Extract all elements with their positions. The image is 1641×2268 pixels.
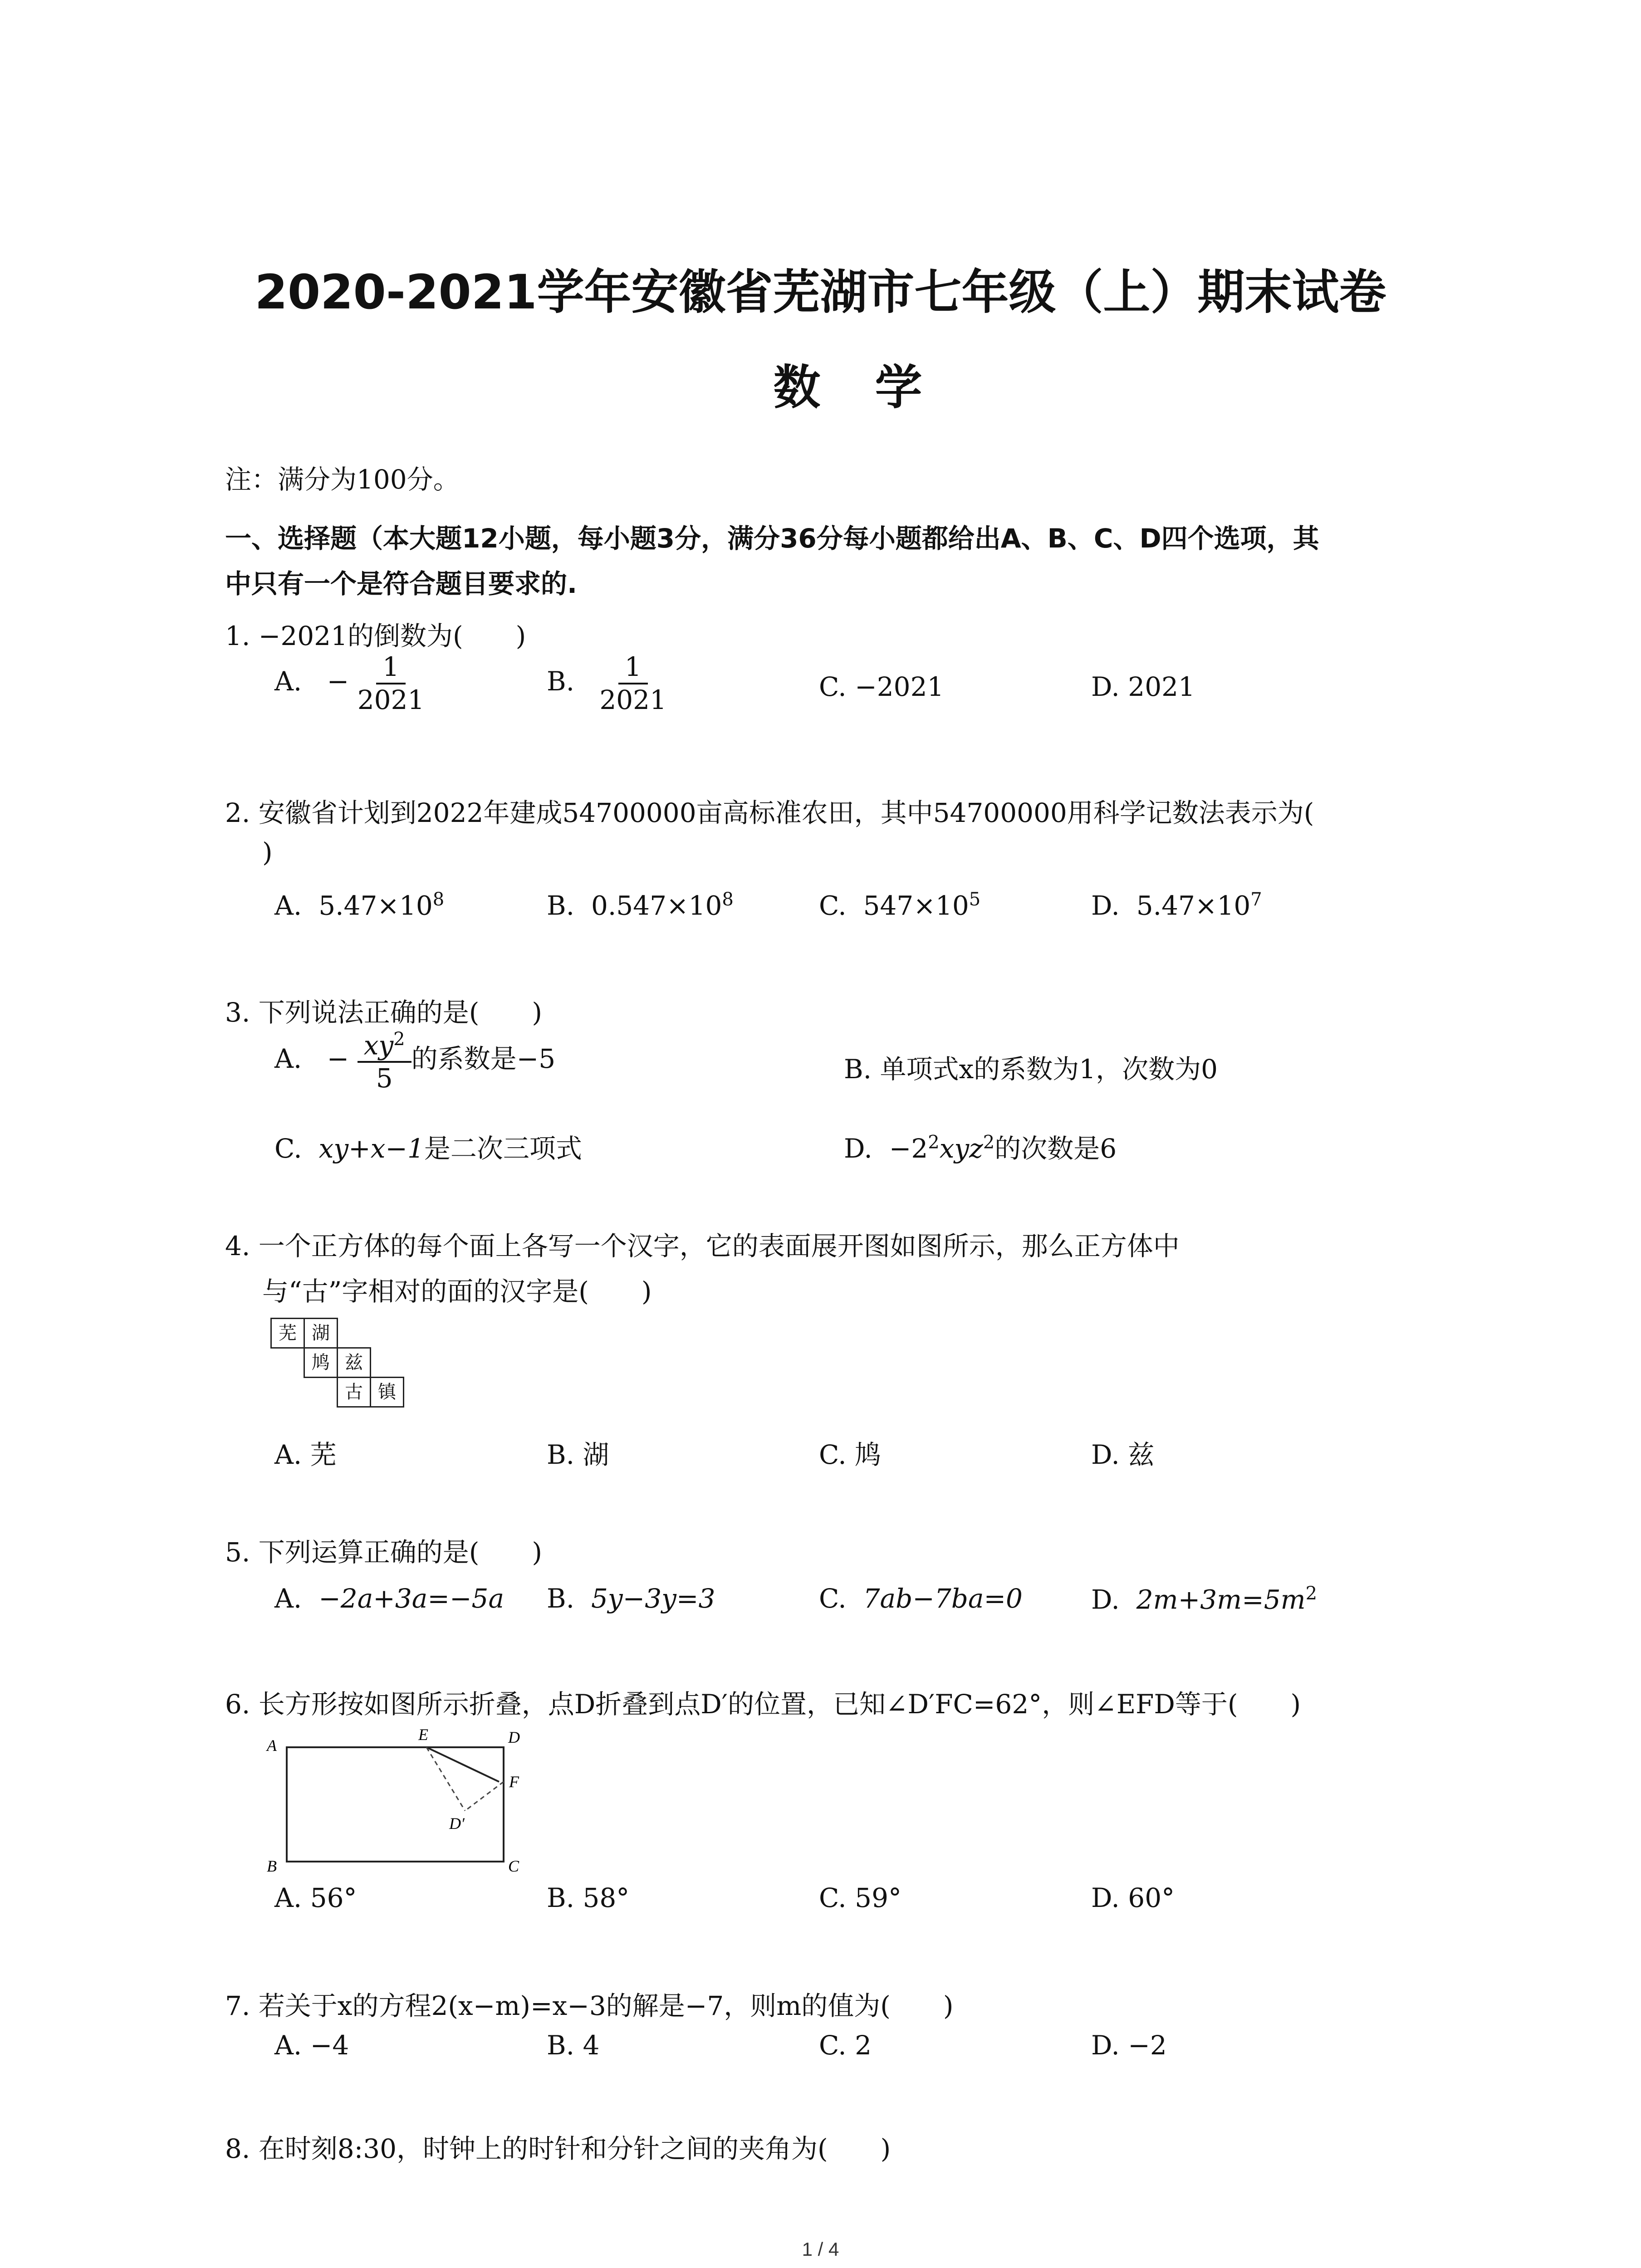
- q2-stem-line1: 2. 安徽省计划到2022年建成54700000亩高标准农田，其中54700000用科学记数法表示为(: [225, 797, 1314, 828]
- q2-d-exponent: 7: [1250, 889, 1262, 910]
- net-cell-5: 古: [337, 1377, 371, 1408]
- q3-c-label: C.: [274, 1133, 302, 1164]
- q3-option-b: B. 单项式x的系数为1，次数为0: [844, 1054, 1218, 1085]
- q6-option-a: A. 56°: [274, 1882, 357, 1913]
- net-cell-4: 兹: [337, 1347, 371, 1378]
- q1-b-denominator: 2021: [599, 684, 666, 715]
- q7-option-c: C. 2: [819, 2030, 872, 2061]
- q1-stem: 1. −2021的倒数为( ): [225, 621, 526, 651]
- q5-a-label: A.: [274, 1583, 302, 1614]
- net-cell-2: 湖: [304, 1318, 338, 1349]
- q3-d-pre: −2: [889, 1133, 928, 1164]
- q5-b-label: B.: [547, 1583, 575, 1614]
- page-number: 1 / 4: [802, 2239, 839, 2260]
- q5-option-b: [547, 1583, 715, 1614]
- q2-b-exponent: 8: [722, 889, 734, 910]
- q3-option-d: [844, 1127, 1117, 1165]
- q2-option-b: [547, 889, 734, 921]
- q3-c-tail: 是二次三项式: [424, 1133, 582, 1164]
- q3-a-denominator: 5: [376, 1063, 393, 1094]
- q3-d-exp1: 2: [928, 1132, 940, 1153]
- q3-a-sign: −: [327, 1043, 349, 1075]
- q2-option-c: [819, 889, 980, 921]
- q3-a-num-exp: 2: [393, 1029, 405, 1050]
- q1-a-denominator: 2021: [357, 684, 425, 715]
- label-b: B: [267, 1857, 277, 1875]
- exam-subtitle: 数学: [773, 360, 977, 415]
- q3-option-a: [274, 1030, 555, 1092]
- q3-a-num-var: xy: [363, 1030, 394, 1061]
- q1-option-b: [547, 653, 666, 714]
- q5-stem: 5. 下列运算正确的是( ): [225, 1537, 543, 1568]
- net-cell-3: 鸠: [304, 1347, 338, 1378]
- q6-option-c: C. 59°: [819, 1882, 901, 1913]
- q7-option-d: D. −2: [1091, 2030, 1167, 2061]
- q4-option-a: A. 芜: [274, 1439, 337, 1470]
- q3-stem: 3. 下列说法正确的是( ): [225, 997, 543, 1028]
- fold-rectangle-figure: [259, 1719, 540, 1882]
- q4-option-c: C. 鸠: [819, 1439, 882, 1470]
- q7-option-a: A. −4: [274, 2030, 349, 2061]
- q2-option-a: [274, 889, 444, 921]
- q5-option-a: [274, 1583, 504, 1614]
- q1-b-numerator: 1: [618, 653, 648, 684]
- q5-a-expr: −2a+3a=−5a: [318, 1583, 505, 1614]
- rectangle-abcd: [287, 1747, 504, 1862]
- exam-title: 2020-2021学年安徽省芜湖市七年级（上）期末试卷: [255, 264, 1386, 320]
- q8-stem: 8. 在时刻8:30，时钟上的时针和分针之间的夹角为( ): [225, 2133, 891, 2164]
- q2-a-exponent: 8: [432, 889, 445, 910]
- q7-stem: 7. 若关于x的方程2(x−m)=x−3的解是−7，则m的值为( ): [225, 1990, 954, 2021]
- net-cell-1: 芜: [270, 1318, 305, 1349]
- q2-stem-line2: ): [262, 837, 273, 868]
- label-c: C: [508, 1857, 519, 1875]
- q3-d-tail: 的次数是6: [994, 1133, 1117, 1164]
- q1-b-label: B.: [547, 665, 575, 697]
- q5-b-expr: 5y−3y=3: [591, 1583, 715, 1614]
- q1-b-fraction: [599, 653, 666, 714]
- q6-option-b: B. 58°: [547, 1882, 630, 1913]
- q3-a-label: A.: [274, 1043, 302, 1075]
- q4-option-b: B. 湖: [547, 1439, 609, 1470]
- q3-a-fraction: [358, 1030, 411, 1092]
- q2-b-label: B.: [547, 890, 575, 921]
- score-note: 注：满分为100分。: [225, 464, 460, 495]
- q2-a-label: A.: [274, 890, 302, 921]
- q2-d-base: 5.47×10: [1136, 890, 1251, 921]
- q5-c-expr: 7ab−7ba=0: [863, 1583, 1023, 1614]
- q3-a-tail: 的系数是−5: [411, 1043, 556, 1075]
- q5-d-exponent: 2: [1305, 1583, 1318, 1604]
- label-a: A: [267, 1736, 277, 1755]
- label-e: E: [418, 1725, 428, 1744]
- q3-option-c: [274, 1127, 582, 1165]
- dashed-fd-prime: [465, 1782, 504, 1811]
- q2-option-d: [1091, 889, 1262, 921]
- q2-d-label: D.: [1091, 890, 1120, 921]
- q2-c-label: C.: [819, 890, 847, 921]
- q1-option-d: D. 2021: [1091, 671, 1195, 702]
- label-d: D: [508, 1728, 520, 1746]
- q1-option-a: [274, 653, 424, 714]
- label-d-prime: D′: [449, 1814, 465, 1833]
- q6-stem: 6. 长方形按如图所示折叠，点D折叠到点D′的位置，已知∠D′FC=62°，则∠EFD等于( ): [225, 1689, 1301, 1720]
- q2-c-base: 547×10: [863, 890, 969, 921]
- q5-d-expr: 2m+3m=5m: [1136, 1584, 1306, 1615]
- q5-option-d: [1091, 1583, 1317, 1615]
- q4-option-d: D. 兹: [1091, 1439, 1155, 1470]
- q1-a-sign: −: [327, 665, 349, 697]
- q1-a-numerator: 1: [376, 653, 406, 684]
- net-cell-6: 镇: [370, 1377, 404, 1408]
- section-heading-line2: 中只有一个是符合题目要求的.: [225, 568, 578, 599]
- q1-option-c: C. −2021: [819, 671, 944, 702]
- q5-c-label: C.: [819, 1583, 847, 1614]
- q3-d-var: xyz: [939, 1133, 983, 1164]
- q3-a-numerator: [358, 1030, 411, 1063]
- q1-a-fraction: [358, 653, 425, 714]
- section-heading-line1: 一、选择题（本大题12小题，每小题3分，满分36分每小题都给出A、B、C、D四个选项，其: [225, 523, 1319, 554]
- q4-stem-line1: 4. 一个正方体的每个面上各写一个汉字，它的表面展开图如图所示，那么正方体中: [225, 1231, 1180, 1261]
- q2-b-base: 0.547×10: [591, 890, 722, 921]
- q1-a-label: A.: [274, 665, 302, 697]
- q3-d-exp2: 2: [983, 1132, 995, 1153]
- q2-c-exponent: 5: [969, 889, 981, 910]
- label-f: F: [509, 1773, 519, 1791]
- q5-option-c: [819, 1583, 1023, 1614]
- q3-d-label: D.: [844, 1133, 872, 1164]
- q6-option-d: D. 60°: [1091, 1882, 1175, 1913]
- q2-a-base: 5.47×10: [318, 890, 433, 921]
- q4-stem-line2: 与“古”字相对的面的汉字是( ): [262, 1276, 652, 1307]
- q3-c-expr: xy+x−1: [318, 1133, 424, 1164]
- q7-option-b: B. 4: [547, 2030, 600, 2061]
- q5-d-label: D.: [1091, 1584, 1120, 1615]
